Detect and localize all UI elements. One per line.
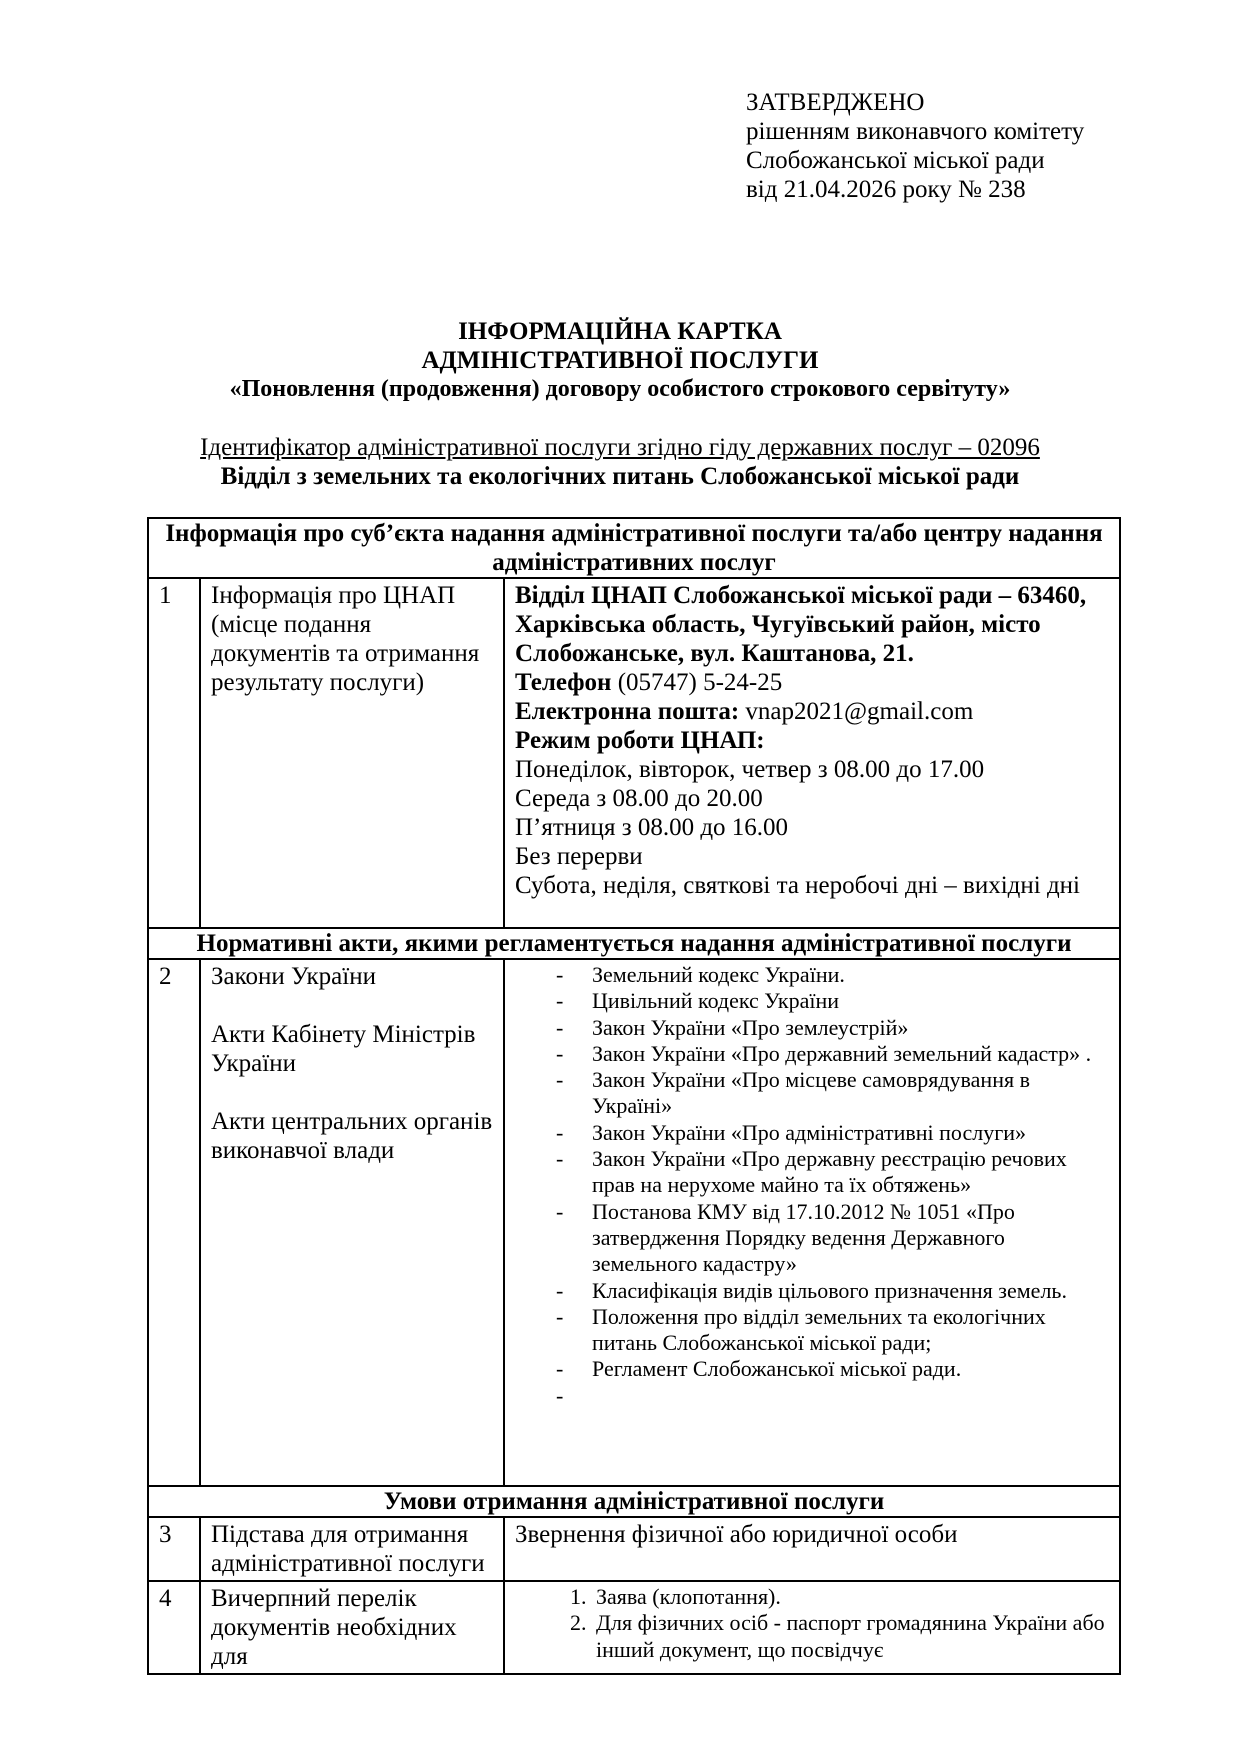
- row-value: [504, 1581, 1120, 1674]
- schedule-line: Без перерви: [515, 843, 643, 870]
- schedule-line: Середа з 08.00 до 20.00: [515, 785, 763, 812]
- list-item: - Постанова КМУ від 17.10.2012 № 1051 «Про затвердження Порядку ведення Державного земельного кадастру»: [592, 1199, 1109, 1278]
- approval-stamp: [746, 88, 1084, 204]
- act-category: Закони України: [211, 963, 376, 990]
- phone-label: Телефон: [515, 669, 612, 696]
- section-title: Інформація про суб’єкта надання адміністративної послуги та/або центру надання адміністративних послуг: [148, 518, 1120, 578]
- row-label: [200, 959, 504, 1486]
- approval-line: ЗАТВЕРДЖЕНО: [746, 89, 925, 116]
- list-item: - Закон України «Про державну реєстрацію речових прав на нерухоме майно та їх обтяжень»: [592, 1146, 1109, 1199]
- list-item: - Закон України «Про землеустрій»: [592, 1015, 1109, 1041]
- schedule-line: Понеділок, вівторок, четвер з 08.00 до 17.00: [515, 756, 985, 783]
- row-value: [504, 959, 1120, 1486]
- section-header: [148, 928, 1120, 959]
- phone-value: (05747) 5-24-25: [611, 669, 783, 696]
- list-item: - Положення про відділ земельних та екологічних питань Слобожанської міської ради;: [592, 1304, 1109, 1357]
- list-item: 2. Для фізичних осіб - паспорт громадянина України або інший документ, що посвідчує: [592, 1610, 1109, 1663]
- title-line: ІНФОРМАЦІЙНА КАРТКА: [458, 318, 782, 345]
- table-row: [148, 959, 1120, 1486]
- approval-line: Слобожанської міської ради: [746, 147, 1045, 174]
- list-item: - Класифікація видів цільового призначення земель.: [592, 1278, 1109, 1304]
- list-item: 1. Заява (клопотання).: [592, 1584, 1109, 1610]
- approval-line: від 21.04.2026 року № 238: [746, 176, 1026, 203]
- cnap-address: Відділ ЦНАП Слобожанської міської ради – 63460, Харківська область, Чугуївський район, місто Слобожанське, вул. Каштанова, 21.: [515, 582, 1087, 667]
- list-item: - Закон України «Про державний земельний кадастр» .: [592, 1041, 1109, 1067]
- schedule-line: Субота, неділя, святкові та неробочі дні – вихідні дні: [515, 872, 1081, 899]
- table-row: [148, 578, 1120, 928]
- approval-line: рішенням виконавчого комітету: [746, 118, 1085, 145]
- list-item: [592, 1383, 1109, 1409]
- row-label: Підстава для отримання адміністративної послуги: [200, 1517, 504, 1581]
- row-number: 3: [148, 1517, 200, 1581]
- table-row: [148, 1517, 1120, 1581]
- title-line: АДМІНІСТРАТИВНОЇ ПОСЛУГИ: [421, 347, 819, 374]
- email-label: Електронна пошта:: [515, 698, 740, 725]
- section-header: [148, 1486, 1120, 1517]
- row-number: 1: [148, 578, 200, 928]
- row-label: Вичерпний перелік документів необхідних для: [200, 1581, 504, 1674]
- act-category: Акти центральних органів виконавчої влади: [211, 1108, 493, 1164]
- schedule-line: П’ятниця з 08.00 до 16.00: [515, 814, 789, 841]
- identifier-block: [0, 433, 1240, 491]
- acts-list: [515, 962, 1109, 1409]
- department-name: Відділ з земельних та екологічних питань Слобожанської міської ради: [220, 463, 1020, 490]
- documents-list: [515, 1584, 1109, 1663]
- row-label: Інформація про ЦНАП (місце подання документів та отримання результату послуги): [200, 578, 504, 928]
- info-table: [147, 517, 1121, 1675]
- email-value: vnap2021@gmail.com: [739, 698, 974, 725]
- list-item: - Земельний кодекс України.: [592, 962, 1109, 988]
- row-value: Звернення фізичної або юридичної особи: [504, 1517, 1120, 1581]
- schedule-label: Режим роботи ЦНАП:: [515, 727, 765, 754]
- list-item: - Закон України «Про місцеве самоврядування в Україні»: [592, 1067, 1109, 1120]
- section-title: Умови отримання адміністративної послуги: [148, 1486, 1120, 1517]
- section-header: [148, 518, 1120, 578]
- list-item: - Регламент Слобожанської міської ради.: [592, 1356, 1109, 1382]
- table-row: [148, 1581, 1120, 1674]
- row-number: 2: [148, 959, 200, 1486]
- service-name: «Поновлення (продовження) договору особистого строкового сервітуту»: [229, 376, 1011, 402]
- service-identifier: Ідентифікатор адміністративної послуги згідно гіду державних послуг – 02096: [200, 434, 1040, 461]
- section-title: Нормативні акти, якими регламентується надання адміністративної послуги: [148, 928, 1120, 959]
- document-title: [0, 317, 1240, 404]
- row-value: [504, 578, 1120, 928]
- row-number: 4: [148, 1581, 200, 1674]
- act-category: Акти Кабінету Міністрів України: [211, 1021, 476, 1077]
- list-item: - Закон України «Про адміністративні послуги»: [592, 1120, 1109, 1146]
- list-item: - Цивільний кодекс України: [592, 988, 1109, 1014]
